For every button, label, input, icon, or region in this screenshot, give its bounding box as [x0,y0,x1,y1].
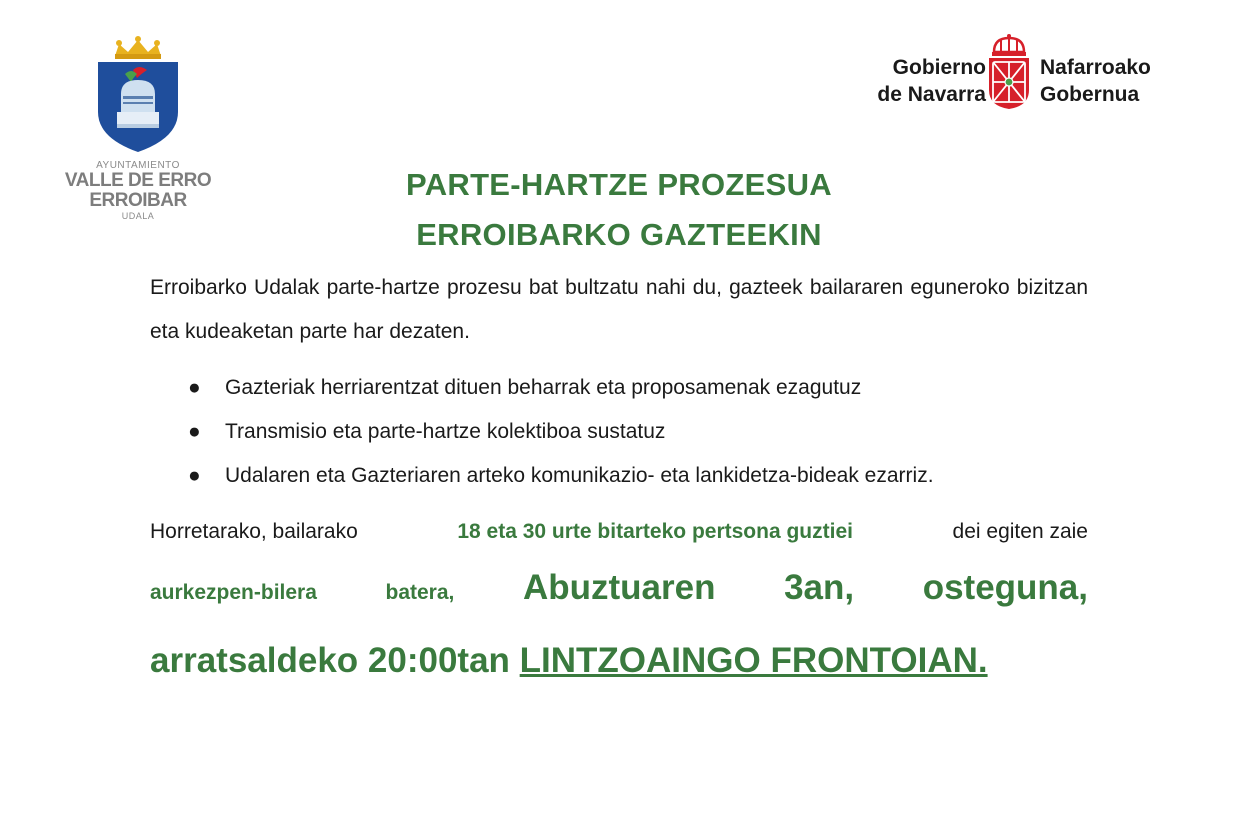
document-title [150,160,1088,260]
event-time: arratsaldeko 20:00tan [150,641,510,680]
intro-paragraph: Erroibarko Udalak parte-hartze prozesu bat bultzatu nahi du, gazteek bailararen eguneroko bizitzan eta kudeaketan parte har dezaten. [150,276,1088,343]
logo-udala: UDALA [121,211,155,221]
title-line-1: PARTE-HARTZE PROZESUA [406,167,832,202]
event-place: LINTZOAINGO FRONTOIAN. [519,641,988,680]
logo-erroibar: ERROIBAR [89,190,187,211]
closing-line-3 [150,627,1088,695]
document-body [150,266,1088,695]
bullet-icon: ● [188,420,201,443]
erroibar-shield-icon [93,34,183,154]
logo-es-text: Gobierno de Navarra [877,56,986,106]
age-range-highlight: 18 eta 30 urte bitarteko pertsona guztiei [457,520,853,543]
list-item: ● Udalaren eta Gazteriaren arteko komunikazio- eta lankidetza-bideak ezarriz. [150,454,1088,498]
logo-valle-de-erro: VALLE DE ERRO [64,170,212,191]
bullet-icon: ● [188,464,201,487]
closing-line-1: Horretarako, bailarako 18 eta 30 urte bitarteko pertsona guztiei dei egiten zaie [150,510,1088,554]
logo-ayuntamiento: AYUNTAMIENTO [96,160,180,171]
bullet-icon: ● [188,376,201,399]
gobierno-navarra-logo [850,34,1170,110]
closing-paragraph [150,510,1088,695]
logo-eu-text: Nafarroako Gobernua [1040,56,1151,106]
closing-line-2: aurkezpen-bilera batera, Abuztuaren 3an, osteguna, [150,554,1088,627]
title-line-2: ERROIBARKO GAZTEEKIN [416,217,822,252]
event-date: Abuztuaren [522,568,716,607]
list-item: ● Gazteriak herriarentzat dituen beharrak eta proposamenak ezagutuz [150,366,1088,410]
bullet-list [150,366,1088,498]
navarra-coat-of-arms-icon [986,34,1032,110]
list-item: ● Transmisio eta parte-hartze kolektiboa sustatuz [150,410,1088,454]
